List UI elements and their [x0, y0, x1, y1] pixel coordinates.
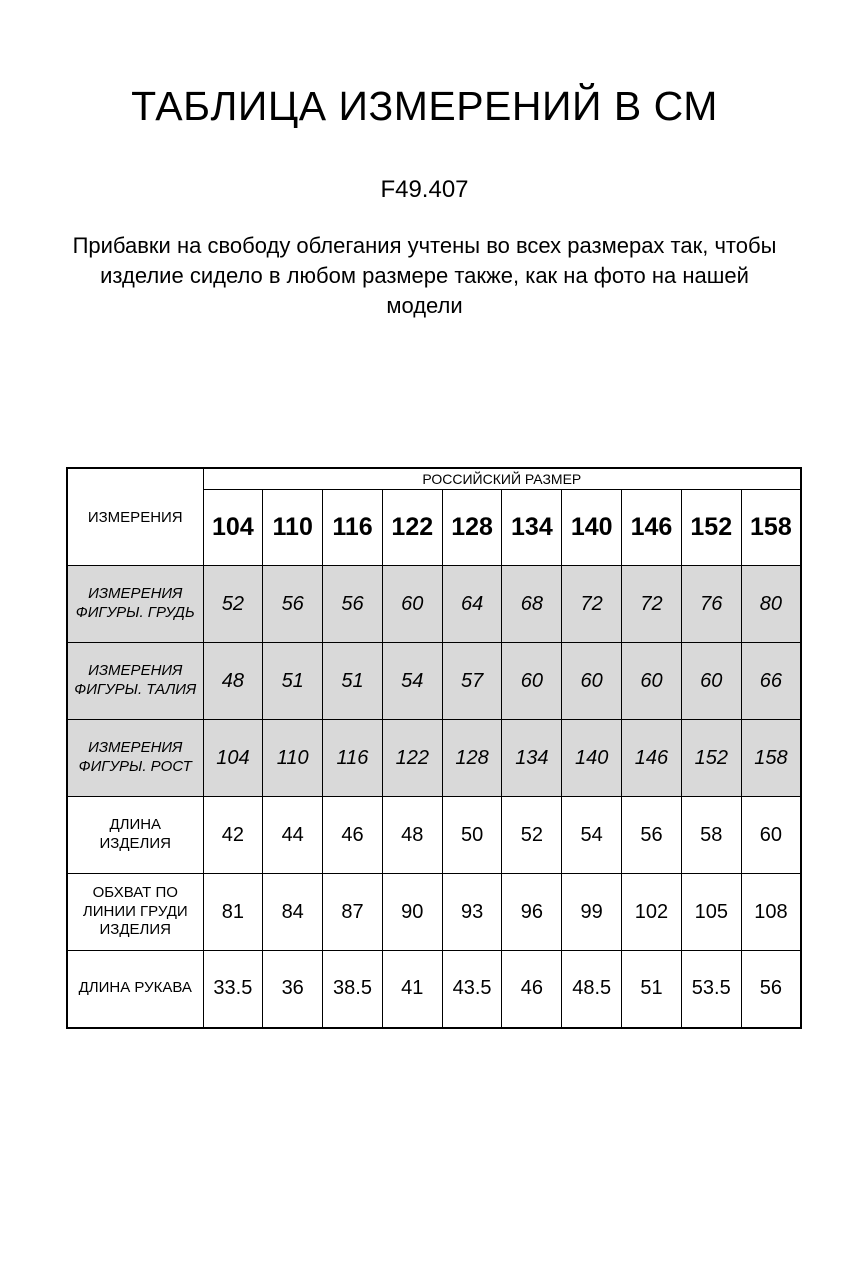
size-header-cell: 152 [681, 490, 741, 566]
value-cell: 122 [382, 720, 442, 797]
value-cell: 51 [263, 643, 323, 720]
size-header-cell: 122 [382, 490, 442, 566]
value-cell: 57 [442, 643, 502, 720]
value-cell: 60 [562, 643, 622, 720]
value-cell: 48 [203, 643, 263, 720]
value-cell: 96 [502, 874, 562, 951]
size-header-cell: 140 [562, 490, 622, 566]
row-label-cell: ДЛИНА ИЗДЕЛИЯ [67, 797, 203, 874]
size-header-cell: 128 [442, 490, 502, 566]
size-header-cell: 116 [323, 490, 383, 566]
value-cell: 46 [502, 951, 562, 1028]
value-cell: 158 [741, 720, 801, 797]
row-label-cell: ДЛИНА РУКАВА [67, 951, 203, 1028]
value-cell: 56 [622, 797, 682, 874]
value-cell: 60 [382, 566, 442, 643]
value-cell: 51 [323, 643, 383, 720]
value-cell: 60 [681, 643, 741, 720]
value-cell: 53.5 [681, 951, 741, 1028]
size-group-header-cell: РОССИЙСКИЙ РАЗМЕР [203, 468, 801, 490]
value-cell: 41 [382, 951, 442, 1028]
value-cell: 87 [323, 874, 383, 951]
value-cell: 56 [263, 566, 323, 643]
value-cell: 128 [442, 720, 502, 797]
value-cell: 110 [263, 720, 323, 797]
value-cell: 60 [741, 797, 801, 874]
measurement-row [67, 566, 801, 643]
value-cell: 72 [622, 566, 682, 643]
measurement-row [67, 874, 801, 951]
corner-header-cell: ИЗМЕРЕНИЯ [67, 468, 203, 566]
value-cell: 99 [562, 874, 622, 951]
size-table-group-row [67, 468, 801, 490]
value-cell: 116 [323, 720, 383, 797]
measurement-row [67, 951, 801, 1028]
value-cell: 43.5 [442, 951, 502, 1028]
measurement-row [67, 720, 801, 797]
value-cell: 58 [681, 797, 741, 874]
value-cell: 54 [562, 797, 622, 874]
row-label-cell: ИЗМЕРЕНИЯ ФИГУРЫ. РОСТ [67, 720, 203, 797]
size-header-cell: 110 [263, 490, 323, 566]
value-cell: 52 [203, 566, 263, 643]
value-cell: 46 [323, 797, 383, 874]
value-cell: 52 [502, 797, 562, 874]
value-cell: 76 [681, 566, 741, 643]
value-cell: 140 [562, 720, 622, 797]
measurement-row [67, 643, 801, 720]
value-cell: 56 [741, 951, 801, 1028]
size-header-cell: 146 [622, 490, 682, 566]
value-cell: 66 [741, 643, 801, 720]
value-cell: 81 [203, 874, 263, 951]
value-cell: 102 [622, 874, 682, 951]
value-cell: 90 [382, 874, 442, 951]
model-code: F49.407 [380, 176, 469, 204]
value-cell: 104 [203, 720, 263, 797]
size-table [66, 467, 802, 1029]
value-cell: 134 [502, 720, 562, 797]
size-header-cell: 104 [203, 490, 263, 566]
value-cell: 84 [263, 874, 323, 951]
page-title: ТАБЛИЦА ИЗМЕРЕНИЙ В СМ [131, 83, 718, 129]
value-cell: 44 [263, 797, 323, 874]
document-page [0, 84, 849, 1284]
row-label-cell: ИЗМЕРЕНИЯ ФИГУРЫ. ТАЛИЯ [67, 643, 203, 720]
value-cell: 152 [681, 720, 741, 797]
value-cell: 56 [323, 566, 383, 643]
value-cell: 38.5 [323, 951, 383, 1028]
size-table-container [66, 467, 802, 1029]
value-cell: 64 [442, 566, 502, 643]
value-cell: 60 [502, 643, 562, 720]
value-cell: 54 [382, 643, 442, 720]
value-cell: 50 [442, 797, 502, 874]
fit-note: Прибавки на свободу облегания учтены во всех размерах так, чтобы изделие сидело в любом размере также, как на фото на нашей модели [72, 232, 777, 318]
value-cell: 48 [382, 797, 442, 874]
row-label-cell: ОБХВАТ ПО ЛИНИИ ГРУДИ ИЗДЕЛИЯ [67, 874, 203, 951]
value-cell: 80 [741, 566, 801, 643]
value-cell: 33.5 [203, 951, 263, 1028]
value-cell: 108 [741, 874, 801, 951]
value-cell: 36 [263, 951, 323, 1028]
value-cell: 68 [502, 566, 562, 643]
value-cell: 48.5 [562, 951, 622, 1028]
value-cell: 93 [442, 874, 502, 951]
value-cell: 105 [681, 874, 741, 951]
size-header-cell: 134 [502, 490, 562, 566]
size-header-cell: 158 [741, 490, 801, 566]
row-label-cell: ИЗМЕРЕНИЯ ФИГУРЫ. ГРУДЬ [67, 566, 203, 643]
value-cell: 60 [622, 643, 682, 720]
measurement-row [67, 797, 801, 874]
value-cell: 51 [622, 951, 682, 1028]
value-cell: 42 [203, 797, 263, 874]
value-cell: 72 [562, 566, 622, 643]
value-cell: 146 [622, 720, 682, 797]
